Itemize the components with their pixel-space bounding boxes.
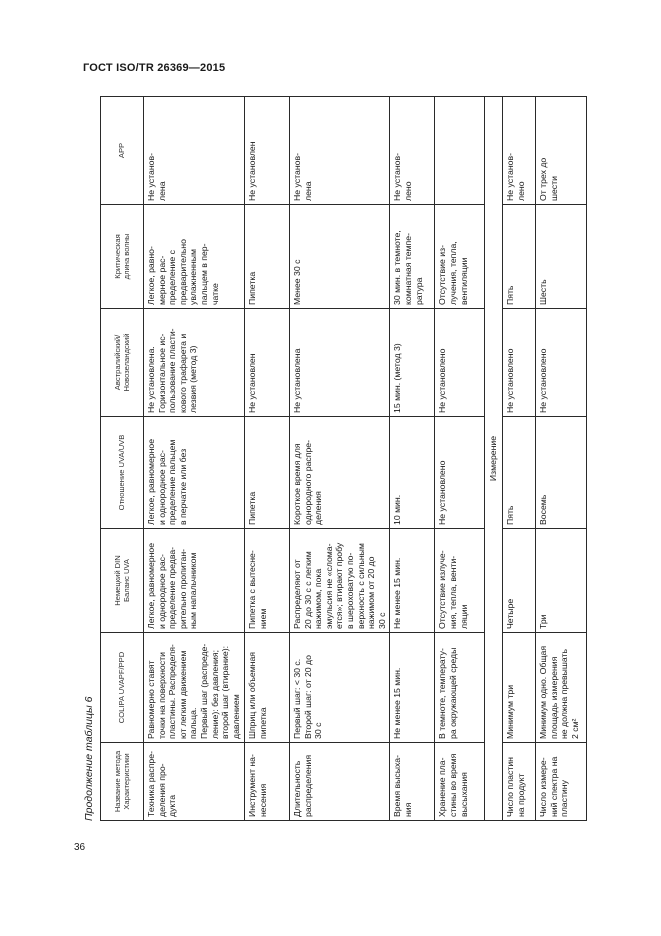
table-cell: Не установлено (536, 309, 587, 417)
table-cell: Не установ- лено (390, 97, 435, 205)
table-cell: Шесть (536, 205, 587, 309)
table-cell: Не менее 15 мин. (390, 633, 435, 743)
table-row (536, 97, 587, 821)
column-header: Отношение UVA/UVB (101, 417, 144, 529)
table-cell: Четыре (503, 529, 536, 633)
table-caption: Продолжение таблицы 6 (83, 696, 95, 821)
table-cell: Пипетка (245, 417, 290, 529)
table-cell: Отсутствие излуче- ния, тепла, венти- ляции (435, 529, 485, 633)
document-header: ГОСТ ISO/TR 26369—2015 (83, 62, 226, 74)
table-row (435, 97, 485, 821)
table-cell: Короткое время для однородного распре- деления (290, 417, 390, 529)
table-cell: Не установлено (435, 309, 485, 417)
table-cell: Легкое, равномерное и однородное рас- пределение пальцем в перчатке или без (144, 417, 245, 529)
table-cell: Распределяют от 20 до 30 с с легким нажимом, пока эмульсия не «слома- ется»; втирают пробу в шероховатую по- верхность с сильным нажимом от 20 до 30 с (290, 529, 390, 633)
table-cell: Не установлен (245, 309, 290, 417)
table-cell: Пять (503, 417, 536, 529)
column-header: COLIPA UVAPF/PPD (101, 633, 144, 743)
row-label: Время высыха- ния (390, 743, 435, 821)
table-row (390, 97, 435, 821)
table-header-row (101, 97, 144, 821)
table-row (245, 97, 290, 821)
table-cell: Менее 30 с (290, 205, 390, 309)
row-label: Техника распре- деления про- дукта (144, 743, 245, 821)
table-cell: Минимум три (503, 633, 536, 743)
table-cell: В темноте, температу- ра окружающей среды (435, 633, 485, 743)
table-cell: Равномерно ставят точки на поверхности пластины. Распределя- ют легким движением пальца. Первый шаг (распреде- ление): без давления; второй шаг (втирание): давлением (144, 633, 245, 743)
rotated-content (83, 95, 579, 821)
rotated-table-area (83, 95, 579, 821)
table-cell: Не установлен (245, 97, 290, 205)
table-cell: Легкое, равномерное и однородное рас- пределение предва- рительно пропитан- ным напальчником (144, 529, 245, 633)
table-row (290, 97, 390, 821)
row-label: Длительность распределения (290, 743, 390, 821)
table-cell: Шприц или объемная пипетка (245, 633, 290, 743)
table-cell: От трех до шести (536, 97, 587, 205)
table-cell: Пипетка (245, 205, 290, 309)
column-header: Немецкий DIN Баланс UVA (101, 529, 144, 633)
table-cell: Три (536, 529, 587, 633)
column-header: Критическая длина волны (101, 205, 144, 309)
table-cell: Первый шаг: < 30 с. Второй шаг: от 20 до 30 с (290, 633, 390, 743)
table-cell: Не менее 15 мин. (390, 529, 435, 633)
row-label: Число пластин на продукт (503, 743, 536, 821)
table-cell: Не установлено (503, 309, 536, 417)
table-cell: Восемь (536, 417, 587, 529)
table-cell: Легкое, равно- мерное рас- пределение с предварительно увлажненным пальцем в пер- чатке (144, 205, 245, 309)
table-cell (435, 97, 485, 205)
section-label: Измерение (485, 97, 503, 821)
table-cell: Не установлено (435, 417, 485, 529)
table-cell: Не установ- лена (290, 97, 390, 205)
table-cell: Не установ- лено (503, 97, 536, 205)
table-cell: Минимум одно. Общая площадь измерения не должна превышать 2 см² (536, 633, 587, 743)
methods-table (100, 96, 587, 821)
table-cell: 15 мин. (метод 3) (390, 309, 435, 417)
row-label: Инструмент на- несения (245, 743, 290, 821)
table-row (503, 97, 536, 821)
table-cell: Отсутствие из- лучения, тепла, вентиляции (435, 205, 485, 309)
table-cell: Пипетка с вытесне- нием (245, 529, 290, 633)
table-cell: Не установлена (290, 309, 390, 417)
page-number: 36 (74, 842, 86, 853)
column-header: APP (101, 97, 144, 205)
table-cell: 10 мин. (390, 417, 435, 529)
table-cell: Пять (503, 205, 536, 309)
row-label: Число измере- ний спектра на пластину (536, 743, 587, 821)
table-cell: Не установ- лена (144, 97, 245, 205)
column-header: Название метода Характеристики (101, 743, 144, 821)
table-cell: Не установлена. Горизонтальное ис- пользование пласти- кового трафарета и лезвия (метод 3) (144, 309, 245, 417)
section-row (485, 97, 503, 821)
column-header: Австралийский/ Новозеландский (101, 309, 144, 417)
row-label: Хранение пла- стины во время высыхания (435, 743, 485, 821)
table-row (144, 97, 245, 821)
table-cell: 30 мин. в темноте, комнатная темпе- ратура (390, 205, 435, 309)
